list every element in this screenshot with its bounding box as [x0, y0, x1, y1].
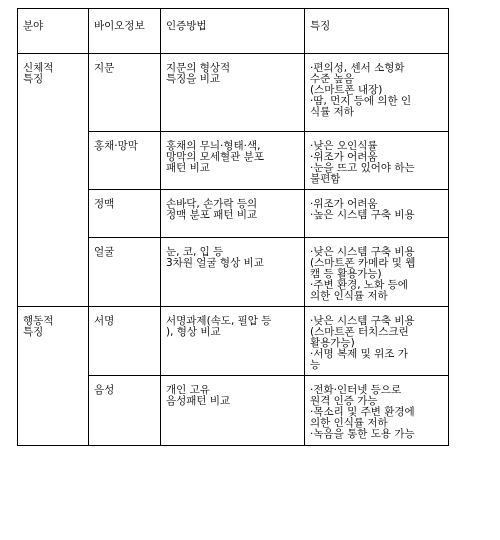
feature-line: ·위조가 어려움: [310, 151, 378, 163]
bio-info-cell: 음성: [89, 376, 161, 446]
feature-cell: [305, 307, 449, 376]
method-line: ), 형상 비교: [166, 326, 221, 338]
header-field: 분야: [18, 9, 89, 54]
method-cell: [161, 307, 305, 376]
method-cell: [161, 54, 305, 132]
feature-line: (스마트폰 내장): [310, 84, 383, 96]
feature-line: ·서명 복제 및 위조 가: [310, 348, 408, 360]
method-line: 개인 고유: [166, 384, 210, 396]
bio-info-cell: 얼굴: [89, 238, 161, 307]
header-auth-method: 인증방법: [161, 9, 305, 54]
feature-line: (스마트폰 카메라 및 웹: [310, 257, 416, 269]
feature-line: ·녹음을 통한 도용 가능: [310, 428, 415, 440]
header-feature: 특징: [305, 9, 449, 54]
feature-line: 능: [310, 359, 321, 371]
feature-line: 식률 저하: [310, 106, 354, 118]
method-line: 패턴 비교: [166, 162, 210, 174]
method-line: 홍채의 무늬·형태·색,: [166, 140, 261, 152]
feature-line: 불편함: [310, 173, 341, 185]
category-label: 행동적: [23, 315, 54, 327]
method-cell: [161, 190, 305, 238]
category-physical: [18, 54, 89, 307]
header-bio-info: 바이오정보: [89, 9, 161, 54]
table-row: [18, 307, 449, 376]
feature-cell: [305, 132, 449, 190]
feature-line: 의한 인식률 저하: [310, 290, 388, 302]
method-line: 특징을 비교: [166, 73, 221, 85]
category-label: 특징: [23, 73, 44, 85]
method-cell: [161, 376, 305, 446]
feature-line: 활용가능): [310, 337, 355, 349]
method-line: 3차원 얼굴 형상 비교: [166, 257, 264, 269]
method-line: 지문의 형상적: [166, 62, 231, 74]
feature-line: ·전화·인터넷 등으로: [310, 384, 402, 396]
feature-line: ·낮은 오인식률: [310, 140, 378, 152]
table-header-row: [18, 9, 449, 54]
feature-line: ·낮은 시스템 구축 비용: [310, 315, 415, 327]
bio-info-cell: 지문: [89, 54, 161, 132]
feature-cell: [305, 190, 449, 238]
method-line: 서명과제(속도, 필압 등: [166, 315, 272, 327]
feature-line: ·높은 시스템 구축 비용: [310, 209, 415, 221]
feature-line: ·편의성, 센서 소형화: [310, 62, 405, 74]
feature-line: ·땀, 먼지 등에 의한 인: [310, 95, 412, 107]
feature-cell: [305, 238, 449, 307]
feature-line: ·낮은 시스템 구축 비용: [310, 246, 415, 258]
feature-line: (스마트폰 터치스크린: [310, 326, 409, 338]
feature-line: ·눈을 뜨고 있어야 하는: [310, 162, 415, 174]
feature-line: 수준 높음: [310, 73, 354, 85]
feature-cell: [305, 376, 449, 446]
feature-line: ·위조가 어려움: [310, 198, 378, 210]
table-row: [18, 54, 449, 132]
feature-line: 의한 인식률 저하: [310, 417, 388, 429]
category-label: 신체적: [23, 62, 54, 74]
bio-info-cell: 서명: [89, 307, 161, 376]
method-cell: [161, 238, 305, 307]
method-line: 망막의 모세혈관 분포: [166, 151, 264, 163]
category-label: 특징: [23, 326, 44, 338]
feature-line: 캠 등 활용가능): [310, 268, 382, 280]
biometric-table: [17, 8, 449, 446]
bio-info-cell: 홍채·망막: [89, 132, 161, 190]
feature-line: ·목소리 및 주변 환경에: [310, 406, 415, 418]
feature-line: 원격 인증 가능: [310, 395, 378, 407]
method-line: 정맥 분포 패턴 비교: [166, 209, 258, 221]
bio-info-cell: 정맥: [89, 190, 161, 238]
feature-cell: [305, 54, 449, 132]
category-behavioral: [18, 307, 89, 446]
method-line: 손바닥, 손가락 등의: [166, 198, 258, 210]
method-line: 음성패턴 비교: [166, 395, 231, 407]
feature-line: ·주변 환경, 노화 등에: [310, 279, 408, 291]
method-cell: [161, 132, 305, 190]
method-line: 눈, 코, 입 등: [166, 246, 224, 258]
